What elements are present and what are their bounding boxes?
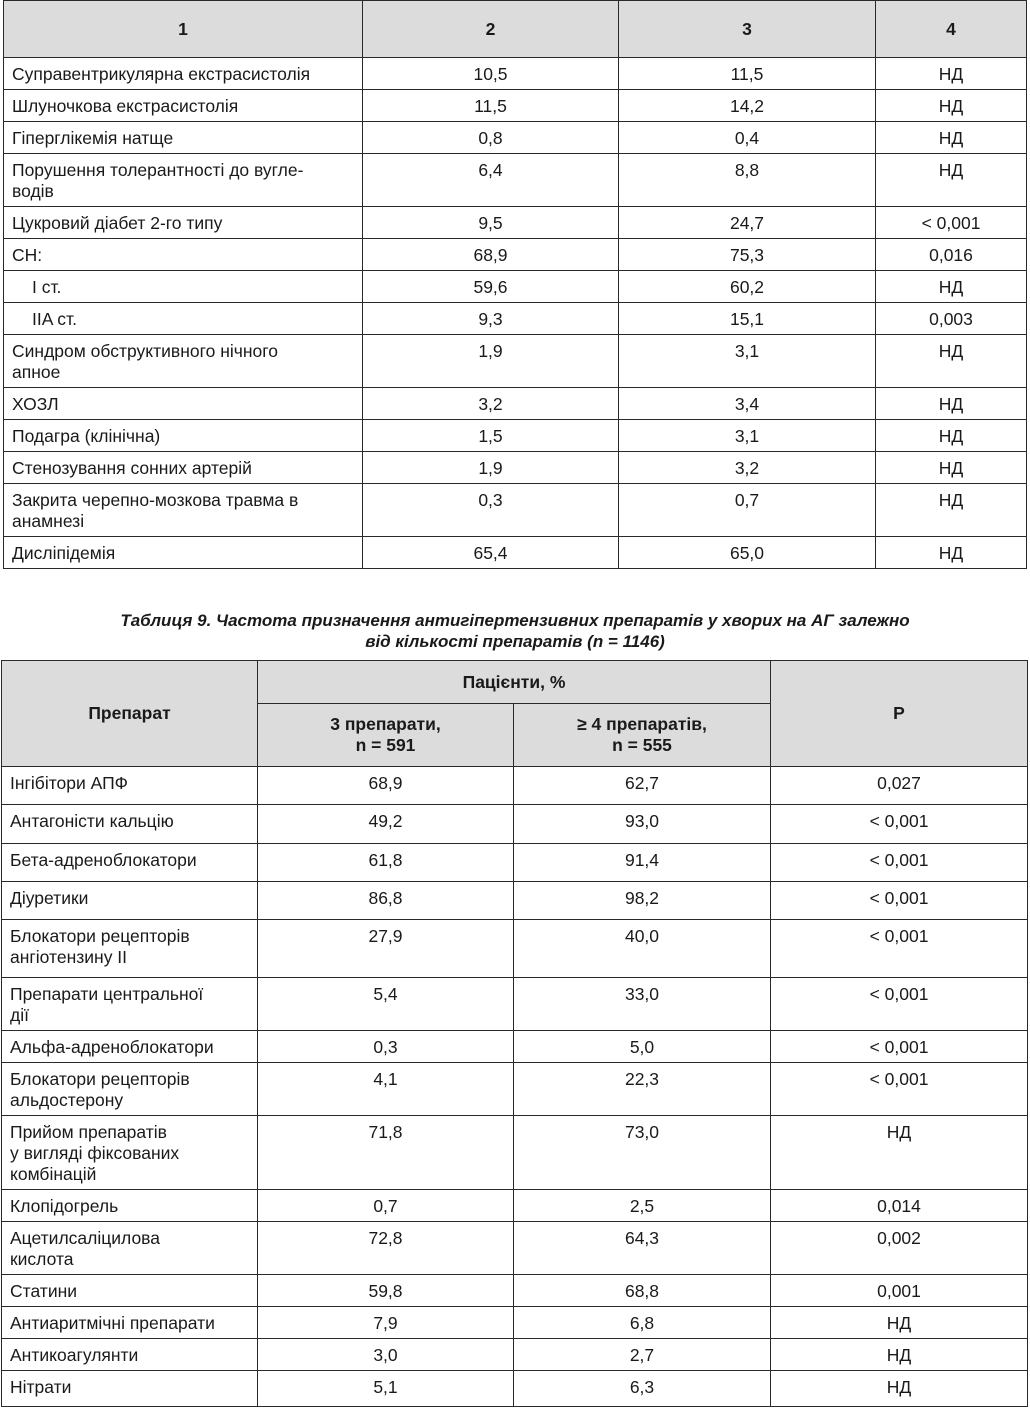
column-header-3-drugs [258,704,514,767]
cell-value-4-drugs: 93,0 [514,805,771,844]
table-row [4,154,1027,207]
drug-name: Антикоагулянти [2,1339,258,1371]
cell-value-p: 0,014 [771,1190,1028,1222]
cell-value-4-drugs: 91,4 [514,844,771,882]
row-label: IIA ст. [4,303,363,335]
table-row [2,1275,1028,1307]
drug-name: Клопідогрель [2,1190,258,1222]
cell-value-3-drugs: 27,9 [258,920,514,978]
column-header: 3 [619,1,876,58]
header-text: 3 препарати, n = 591 [330,714,441,755]
cell-value-p: НД [771,1371,1028,1407]
table-row [2,1116,1028,1190]
cell-value: 3,2 [619,452,876,484]
drug-name: Антагоністи кальцію [2,805,258,844]
drug-name: Бета-адреноблокатори [2,844,258,882]
cell-value-4-drugs: 64,3 [514,1222,771,1275]
table-row [4,239,1027,271]
caption-line: Таблиця 9. Частота призначення антигіпертензивних препаратів у хворих на АГ залежно [120,611,910,630]
cell-value: 15,1 [619,303,876,335]
cell-value-4-drugs: 73,0 [514,1116,771,1190]
cell-value: 9,5 [363,207,619,239]
cell-value-4-drugs: 2,7 [514,1339,771,1371]
cell-value-p: < 0,001 [771,844,1028,882]
cell-value-p: < 0,001 [771,1063,1028,1116]
drug-name: Блокатори рецепторів ангіотензину II [2,920,258,978]
cell-value-p: 0,001 [771,1275,1028,1307]
cell-value-4-drugs: 2,5 [514,1190,771,1222]
cell-value: 65,0 [619,537,876,569]
cell-value: 1,9 [363,335,619,388]
cell-value: 11,5 [363,90,619,122]
cell-value-3-drugs: 72,8 [258,1222,514,1275]
cell-value: 14,2 [619,90,876,122]
cell-value: 0,016 [876,239,1027,271]
table-row [2,920,1028,978]
cell-value-4-drugs: 6,8 [514,1307,771,1339]
cell-value: 9,3 [363,303,619,335]
cell-value-4-drugs: 40,0 [514,920,771,978]
table-row [4,388,1027,420]
cell-value: 1,9 [363,452,619,484]
cell-value: 59,6 [363,271,619,303]
cell-value: НД [876,271,1027,303]
cell-value: 3,4 [619,388,876,420]
cell-value: НД [876,420,1027,452]
table-row [2,844,1028,882]
table-row [4,537,1027,569]
cell-value: 0,8 [363,122,619,154]
cell-value-4-drugs: 5,0 [514,1031,771,1063]
caption-line: від кількості препаратів (n = 1146) [365,632,665,651]
row-label: Подагра (клінічна) [4,420,363,452]
column-header-patients: Пацієнти, % [258,661,771,704]
row-label: Гіперглікемія натще [4,122,363,154]
cell-value: 6,4 [363,154,619,207]
cell-value: НД [876,335,1027,388]
table-row [4,207,1027,239]
table-row [4,58,1027,90]
cell-value-4-drugs: 22,3 [514,1063,771,1116]
drug-name: Прийом препаратів у вигляді фіксованих комбінацій [2,1116,258,1190]
cell-value: 1,5 [363,420,619,452]
row-label: Суправентрикулярна екстрасистолія [4,58,363,90]
cell-value: < 0,001 [876,207,1027,239]
cell-value: 65,4 [363,537,619,569]
column-header: 2 [363,1,619,58]
cell-value: НД [876,537,1027,569]
cell-value-3-drugs: 0,7 [258,1190,514,1222]
table-row [4,420,1027,452]
table-row [4,271,1027,303]
cell-value: НД [876,452,1027,484]
cell-value: НД [876,388,1027,420]
table-header-row [4,1,1027,58]
table-caption [0,610,1030,652]
row-label: Цукровий діабет 2-го типу [4,207,363,239]
column-header-drug: Препарат [2,661,258,767]
table-row [4,335,1027,388]
table-row [2,767,1028,805]
cell-value-p: НД [771,1116,1028,1190]
cell-value-p: НД [771,1339,1028,1371]
cell-value-3-drugs: 4,1 [258,1063,514,1116]
column-header: 4 [876,1,1027,58]
cell-value-p: < 0,001 [771,978,1028,1031]
cell-value: 3,2 [363,388,619,420]
table-row [2,1063,1028,1116]
drug-name: Препарати центральної дії [2,978,258,1031]
cell-value: НД [876,484,1027,537]
cell-value: НД [876,90,1027,122]
drug-name: Нітрати [2,1371,258,1407]
cell-value-3-drugs: 71,8 [258,1116,514,1190]
table-row [2,1371,1028,1407]
table-row [2,1031,1028,1063]
cell-value-p: 0,002 [771,1222,1028,1275]
cell-value-4-drugs: 33,0 [514,978,771,1031]
row-label: Синдром обструктивного нічного апное [4,335,363,388]
cell-value-3-drugs: 86,8 [258,882,514,920]
cell-value-3-drugs: 49,2 [258,805,514,844]
column-header-4-drugs [514,704,771,767]
row-label: Дисліпідемія [4,537,363,569]
cell-value: 0,7 [619,484,876,537]
table-row [4,484,1027,537]
row-label: Закрита черепно-мозкова травма в анамнезі [4,484,363,537]
drug-name: Антиаритмічні препарати [2,1307,258,1339]
cell-value-p: 0,027 [771,767,1028,805]
cell-value-4-drugs: 98,2 [514,882,771,920]
cell-value-p: < 0,001 [771,920,1028,978]
row-label: Стенозування сонних артерій [4,452,363,484]
cell-value-p: НД [771,1307,1028,1339]
table-row [4,303,1027,335]
cell-value: 24,7 [619,207,876,239]
cell-value: 3,1 [619,335,876,388]
drug-name: Блокатори рецепторів альдостерону [2,1063,258,1116]
table-row [4,452,1027,484]
cell-value-4-drugs: 68,8 [514,1275,771,1307]
cell-value-3-drugs: 0,3 [258,1031,514,1063]
cell-value: 11,5 [619,58,876,90]
table-row [2,1307,1028,1339]
cell-value: 0,003 [876,303,1027,335]
header-text: ≥ 4 препаратів, n = 555 [577,714,707,755]
cell-value-3-drugs: 59,8 [258,1275,514,1307]
column-header: 1 [4,1,363,58]
table-header-row [2,661,1028,704]
table-row [4,90,1027,122]
cell-value: 3,1 [619,420,876,452]
cell-value-4-drugs: 62,7 [514,767,771,805]
table-row [2,978,1028,1031]
cell-value: НД [876,122,1027,154]
table-row [2,1339,1028,1371]
cell-value-p: < 0,001 [771,805,1028,844]
cell-value-3-drugs: 5,1 [258,1371,514,1407]
table-row [2,1222,1028,1275]
cell-value-3-drugs: 5,4 [258,978,514,1031]
table-9 [1,660,1028,1407]
cell-value-p: < 0,001 [771,882,1028,920]
cell-value: 68,9 [363,239,619,271]
drug-name: Альфа-адреноблокатори [2,1031,258,1063]
column-header-p: P [771,661,1028,767]
cell-value: 10,5 [363,58,619,90]
cell-value-p: < 0,001 [771,1031,1028,1063]
row-label: Порушення толерантності до вугле- водів [4,154,363,207]
cell-value: 75,3 [619,239,876,271]
row-label: Шлуночкова екстрасистолія [4,90,363,122]
cell-value-3-drugs: 68,9 [258,767,514,805]
drug-name: Діуретики [2,882,258,920]
drug-name: Інгібітори АПФ [2,767,258,805]
table-row [2,1190,1028,1222]
table-continuation [3,0,1027,569]
drug-name: Статини [2,1275,258,1307]
cell-value-3-drugs: 7,9 [258,1307,514,1339]
row-label: ХОЗЛ [4,388,363,420]
cell-value: 0,3 [363,484,619,537]
cell-value: 0,4 [619,122,876,154]
cell-value: НД [876,58,1027,90]
cell-value: 8,8 [619,154,876,207]
cell-value-4-drugs: 6,3 [514,1371,771,1407]
table-row [2,805,1028,844]
table-row [2,882,1028,920]
row-label: СН: [4,239,363,271]
cell-value: НД [876,154,1027,207]
table-row [4,122,1027,154]
drug-name: Ацетилсаліцилова кислота [2,1222,258,1275]
row-label: I ст. [4,271,363,303]
cell-value-3-drugs: 61,8 [258,844,514,882]
cell-value-3-drugs: 3,0 [258,1339,514,1371]
cell-value: 60,2 [619,271,876,303]
